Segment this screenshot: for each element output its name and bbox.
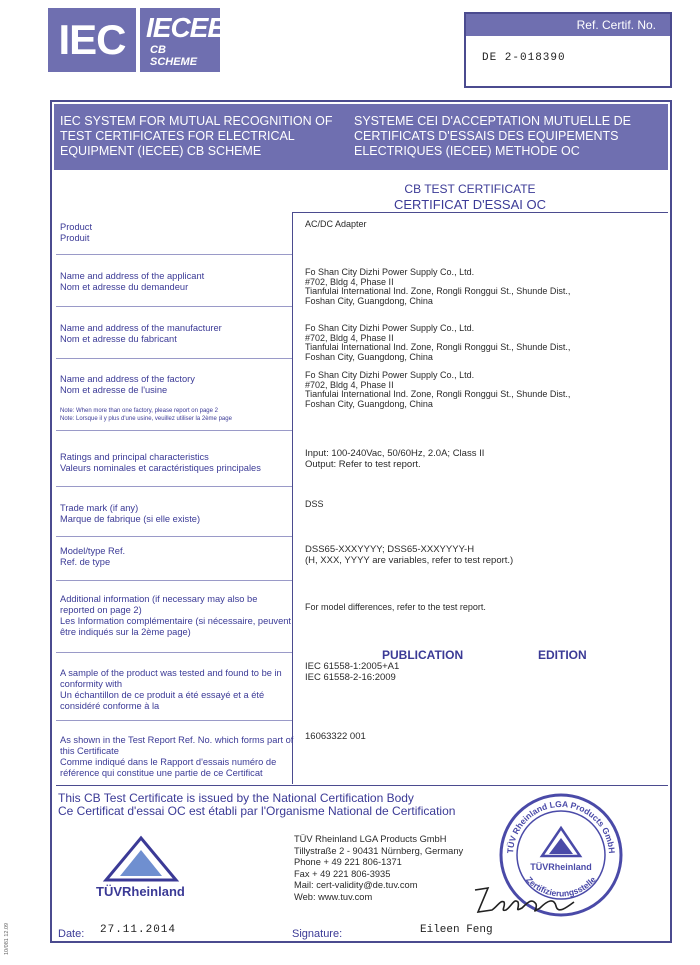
separator [56,358,292,359]
publication-item: IEC 61558-1:2005+A1 [305,661,400,672]
scheme-logo-line: SCHEME [150,56,198,68]
publication-item: IEC 61558-2-16:2009 [305,671,396,683]
table-bottom-line [56,785,668,786]
separator [56,486,292,487]
applicant-line: Foshan City, Guangdong, China [305,295,433,306]
manufacturer-line: Fo Shan City Dizhi Power Supply Co., Ltd. [305,323,475,333]
factory-line: Fo Shan City Dizhi Power Supply Co., Ltd. [305,370,475,380]
trademark-label-fr: Marque de fabrique (si elle existe) [60,514,201,524]
separator [56,536,292,537]
date-label: Date: [58,928,85,940]
sample-label-fr: Un échantillon de ce produit a été essayé et a été considéré conforme à la [60,690,265,711]
issued-statement-en: This CB Test Certificate is issued by the National Certification Body [58,791,414,805]
manufacturer-label-en: Name and address of the manufacturer [60,323,222,333]
factory-line: #702, Bldg 4, Phase II [305,379,394,390]
separator [56,720,292,721]
additional-info-label-en: Additional information (if necessary may also be reported on page 2) [60,594,258,615]
ref-certificate-box [464,12,672,88]
ref-certificate-label: Ref. Certif. No. [466,14,670,36]
applicant-label-en: Name and address of the applicant [60,271,205,281]
model-label [60,546,295,568]
model-value [305,544,635,566]
ref-certificate-number: DE 2-018390 [482,52,566,64]
publication-list [305,662,635,683]
body-phone: Phone + 49 221 806-1371 [294,857,402,867]
body-name: TÜV Rheinland LGA Products GmbH [294,834,447,844]
stamp-logo-text: TÜVRheinland [530,862,592,872]
applicant-label [60,271,295,293]
manufacturer-line: Foshan City, Guangdong, China [305,351,433,362]
certificate-title-bar [54,104,668,170]
cb-test-certificate-heading: CB TEST CERTIFICATE [404,182,536,196]
factory-label-fr: Nom et adresse de l'usine [60,385,168,395]
factory-line: Foshan City, Guangdong, China [305,398,433,409]
applicant-line: Tianfulai International Ind. Zone, Rongli Ronggui St., Shunde Dist., [305,286,571,296]
test-report-label-en: As shown in the Test Report Ref. No. which forms part of this Certificate [60,735,294,756]
sample-conformity-label [60,668,292,712]
tuv-rheinland-logo-text: TÜVRheinland [96,884,185,899]
product-label-fr: Produit [60,233,90,243]
table-top-line [292,212,668,213]
separator [56,254,292,255]
applicant-line: Fo Shan City Dizhi Power Supply Co., Ltd. [305,267,475,277]
applicant-line: #702, Bldg 4, Phase II [305,276,394,287]
test-report-label-fr: Comme indiqué dans le Rapport d'essais numéro de référence qui constitue une partie de ce Certificat [60,757,277,778]
body-fax: Fax + 49 221 806-3935 [294,868,391,879]
factory-note-fr: Note: Lorsque il y plus d'une usine, veuillez utiliser la 2ème page [60,416,232,422]
iecee-logo-text: IECEE [146,12,226,43]
signatory-name: Eileen Feng [420,924,493,936]
ratings-label-fr: Valeurs nominales et caractéristiques principales [60,463,261,473]
cb-logo-line: CB [150,44,166,56]
manufacturer-line: #702, Bldg 4, Phase II [305,332,394,343]
additional-info-value: For model differences, refer to the test report. [305,602,486,612]
body-website: Web: www.tuv.com [294,891,373,902]
trademark-label [60,503,295,525]
factory-address [305,371,635,409]
certificat-essai-heading: CERTIFICAT D'ESSAI OC [393,197,546,212]
additional-info-label-fr: Les Information complémentaire (si nécessaire, peuvent être indiqués sur la 2ème page) [60,616,291,637]
issuing-body-statement [58,792,455,818]
title-english: IEC SYSTEM FOR MUTUAL RECOGNITION OF TEST CERTIFICATES FOR ELECTRICAL EQUIPMENT (IECEE) CB SCHEME [60,114,333,158]
certification-body-address [294,834,463,903]
product-label-en: Product [60,222,93,232]
trademark-value: DSS [305,499,324,509]
stamp-top-text: TÜV Rheinland LGA Products GmbH [504,798,618,854]
publication-header: PUBLICATION [382,648,464,662]
manufacturer-line: Tianfulai International Ind. Zone, Rongli Ronggui St., Shunde Dist., [305,342,571,352]
handwritten-signature-icon [470,880,590,920]
model-variables-note: (H, XXX, YYYY are variables, refer to test report.) [305,555,514,566]
applicant-address [305,268,635,306]
trademark-label-en: Trade mark (if any) [60,503,139,513]
form-code: 10/081 12.09 [4,922,10,955]
additional-info-label [60,594,292,638]
separator [56,306,292,307]
issued-statement-fr: Ce Certificat d'essai OC est établi par l'Organisme National de Certification [58,804,456,818]
tuv-rheinland-logo-icon [96,834,186,914]
ratings-input: Input: 100-240Vac, 50/60Hz, 2.0A; Class II [305,448,485,459]
factory-note-en: Note: When more than one factory, please report on page 2 [60,408,218,414]
body-email: Mail: cert-validity@de.tuv.com [294,880,418,890]
product-label [60,222,295,244]
manufacturer-label [60,323,295,345]
stamp-bottom-text: Zertifizierungsstelle [524,874,598,899]
body-street-address: Tillystraße 2 - 90431 Nürnberg, Germany [294,845,464,856]
product-value: AC/DC Adapter [305,219,367,229]
factory-label [60,374,295,396]
ratings-value [305,448,635,470]
signature-label: Signature: [292,928,343,940]
model-names: DSS65-XXXYYYY; DSS65-XXXYYYY-H [305,544,475,555]
ratings-label-en: Ratings and principal characteristics [60,452,209,462]
iec-logo: IEC [48,8,136,72]
title-french: SYSTEME CEI D'ACCEPTATION MUTUELLE DE CERTIFICATS D'ESSAIS DES EQUIPEMENTS ELECTRIQUES (IECEE) METHODE OC [354,114,631,158]
separator [56,652,292,653]
iecee-cb-scheme-logo [140,8,226,72]
model-label-en: Model/type Ref. [60,546,126,556]
factory-label-en: Name and address of the factory [60,374,195,384]
table-divider [292,212,293,784]
cb-scheme-logo-text [150,44,197,68]
separator [56,580,292,581]
model-label-fr: Ref. de type [60,557,111,567]
test-report-number: 16063322 001 [305,731,366,742]
test-report-label [60,735,295,779]
factory-note [60,407,290,423]
manufacturer-address [305,324,635,362]
issue-date: 27.11.2014 [100,924,177,936]
ratings-label [60,452,295,474]
factory-line: Tianfulai International Ind. Zone, Rongli Ronggui St., Shunde Dist., [305,389,571,399]
sample-label-en: A sample of the product was tested and found to be in conformity with [60,668,282,689]
applicant-label-fr: Nom et adresse du demandeur [60,282,189,292]
manufacturer-label-fr: Nom et adresse du fabricant [60,334,177,344]
edition-header: EDITION [538,648,587,662]
ratings-output: Output: Refer to test report. [305,459,421,470]
separator [56,430,292,431]
